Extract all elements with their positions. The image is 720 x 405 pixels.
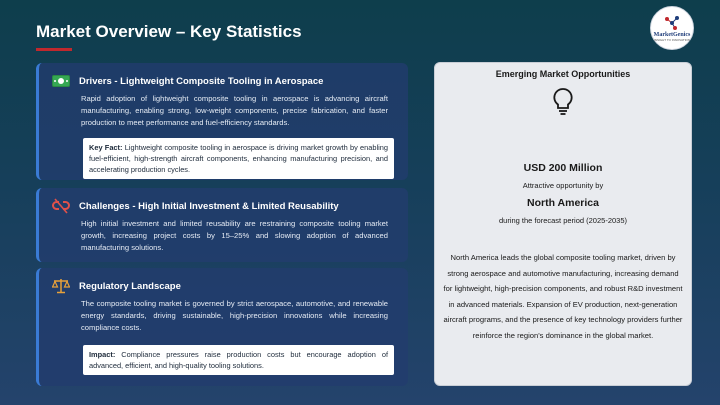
title-underline [36, 48, 72, 51]
opportunities-panel [434, 62, 692, 386]
logo-name: MarketGenics [653, 31, 691, 38]
opportunity-amount: USD 200 Million [523, 162, 603, 174]
challenges-card [36, 188, 408, 262]
regulatory-body: The composite tooling market is governed by strict aerospace, automotive, and renewable energy standards, driving sustainable, high-precision innovations while increasing compliance costs. [81, 299, 388, 332]
drivers-body: Rapid adoption of lightweight composite tooling in aerospace is advancing aircraft manufacturing, enabling strong, low-weight components, precise fabrication, and faster production to meet performance and fuel-efficiency standards. [81, 94, 388, 127]
opportunity-period: during the forecast period (2025-2035) [499, 216, 627, 225]
challenges-title: Challenges - High Initial Investment & Limited Reusability [79, 200, 339, 212]
key-fact-label: Key Fact: [89, 143, 123, 152]
opportunity-region: North America [527, 197, 599, 209]
lightbulb-icon [435, 87, 691, 117]
regulatory-title: Regulatory Landscape [79, 280, 181, 292]
opportunity-subtitle: Attractive opportunity by [522, 181, 604, 190]
impact-callout [83, 345, 394, 375]
impact-label: Impact: [89, 350, 116, 359]
opportunity-description: North America leads the global composite tooling market, driven by strong aerospace and automotive manufacturing, increasing demand for lightweight, high-precision components, and robust R&D investment in advanced materials. Expansion of EV production, next-generation aircraft programs, and the presence of key technology providers further reinforce the region's dominance in the global market. [443, 253, 683, 340]
network-logo-icon [663, 15, 681, 31]
money-icon [51, 72, 71, 90]
key-fact-callout [83, 138, 394, 179]
challenges-body: High initial investment and limited reusability are restraining composite tooling market growth, increasing project costs by 15–25% and slowing adoption of advanced manufacturing solutions. [81, 219, 388, 252]
drivers-title: Drivers - Lightweight Composite Tooling in Aerospace [79, 75, 324, 87]
regulatory-card [36, 268, 408, 386]
company-logo [650, 6, 694, 50]
scales-icon [51, 277, 71, 295]
opportunities-title: Emerging Market Opportunities [495, 69, 631, 79]
drivers-card [36, 63, 408, 180]
key-fact-text: Lightweight composite tooling in aerospace is driving market growth by enabling fuel-efficient, high-strength aircraft components, enhancing manufacturing precision, and accelerating production cycles. [89, 143, 388, 174]
impact-text: Compliance pressures raise production costs but encourage adoption of advanced, efficient, and high-quality tooling solutions. [89, 350, 388, 370]
broken-link-icon [51, 197, 71, 215]
regulatory-header [51, 277, 181, 295]
logo-tagline: INSIGHT TO INNOVATION [653, 37, 691, 42]
drivers-header [51, 72, 323, 90]
page-title: Market Overview – Key Statistics [36, 22, 302, 41]
challenges-header [51, 197, 339, 215]
